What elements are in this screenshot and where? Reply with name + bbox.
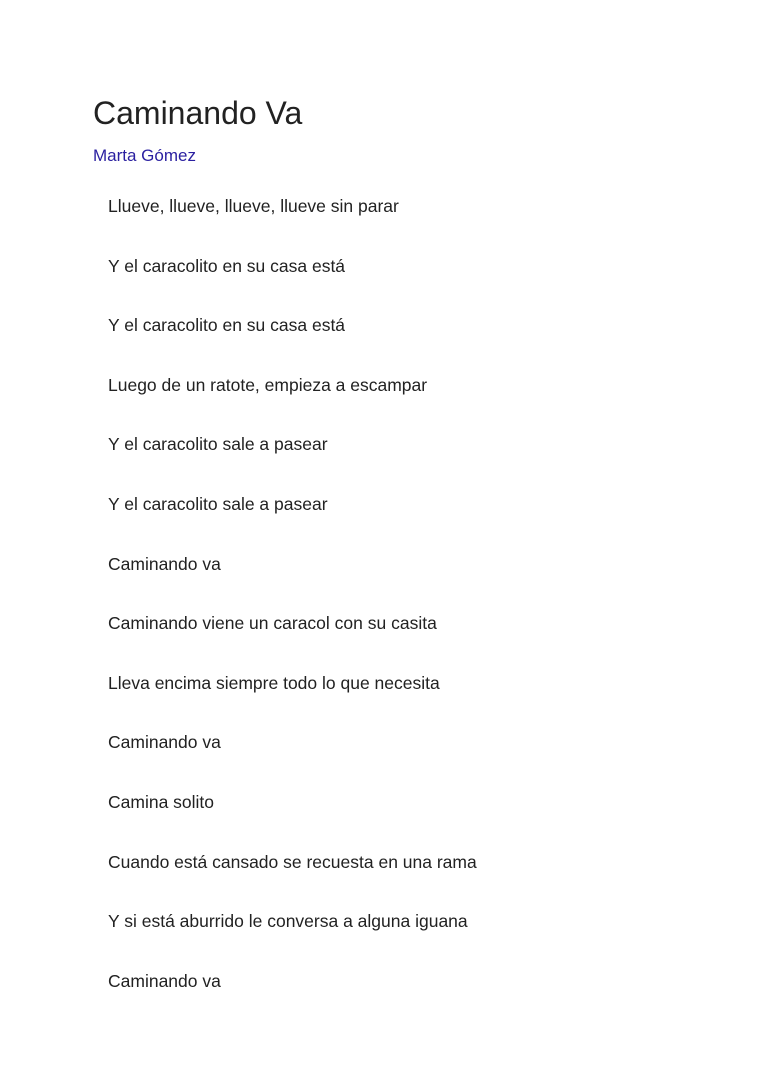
lyric-line: Caminando va: [108, 732, 221, 753]
lyric-line: Y el caracolito sale a pasear: [108, 493, 328, 514]
song-author: Marta Gómez: [93, 146, 196, 165]
lyric-line: Y el caracolito en su casa está: [108, 255, 346, 276]
lyric-line: Caminando va: [108, 970, 221, 991]
lyric-line: Lleva encima siempre todo lo que necesita: [108, 672, 440, 693]
lyric-line: Caminando va: [108, 553, 221, 574]
lyric-line: Cuando está cansado se recuesta en una rama: [108, 851, 477, 872]
lyric-line: Y si está aburrido le conversa a alguna iguana: [108, 911, 468, 932]
lyric-line: Camina solito: [108, 791, 215, 812]
lyric-line: Y el caracolito en su casa está: [108, 315, 346, 336]
song-title: Caminando Va: [93, 95, 303, 131]
lyric-line: Llueve, llueve, llueve, llueve sin parar: [108, 196, 399, 216]
lyrics-list: [108, 195, 477, 1029]
lyric-line: Y el caracolito sale a pasear: [108, 434, 328, 455]
lyric-line: Luego de un ratote, empieza a escampar: [108, 374, 428, 395]
lyric-line: Caminando viene un caracol con su casita: [108, 613, 437, 634]
